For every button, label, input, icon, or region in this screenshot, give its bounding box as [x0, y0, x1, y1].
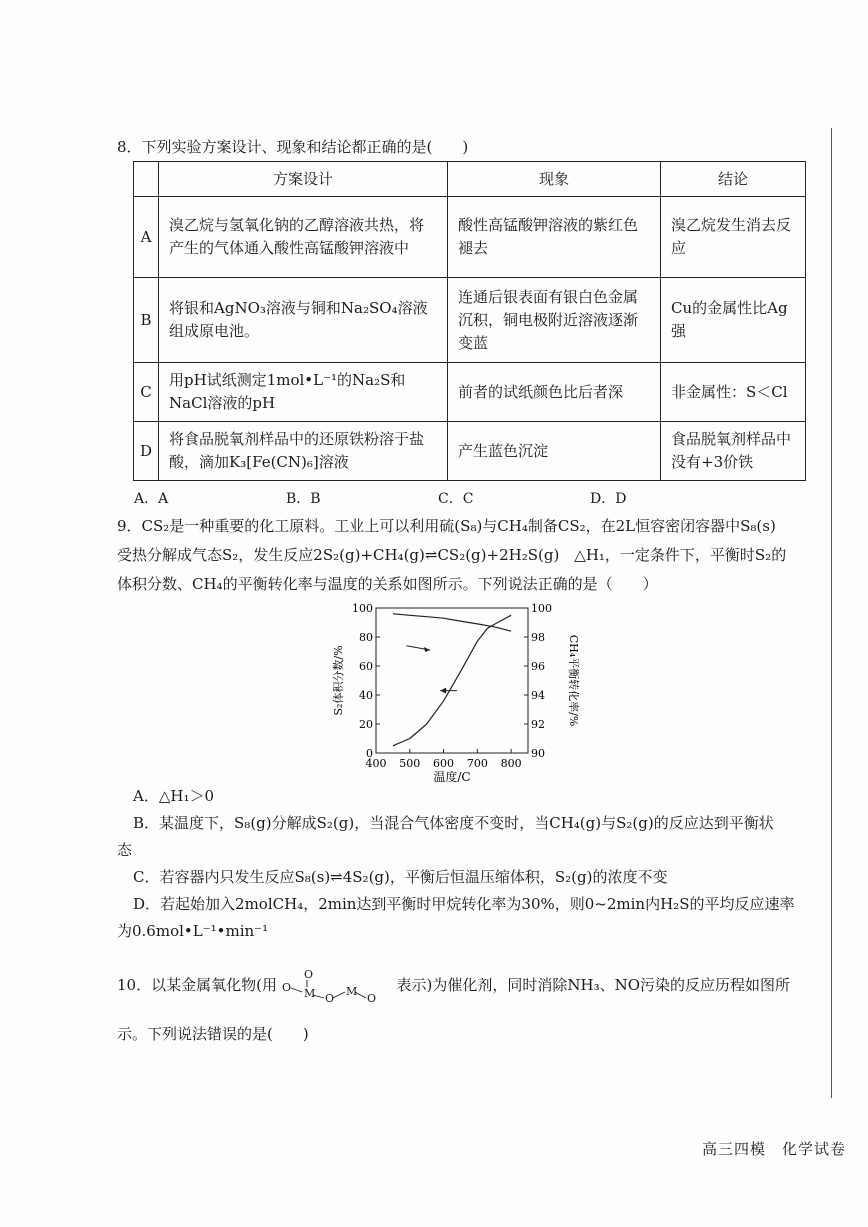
q9-stem-line3: 体积分数、CH₄的平衡转化率与温度的关系如图所示。下列说法正确的是（ ） — [117, 575, 658, 593]
x-tick-label: 800 — [500, 757, 522, 770]
q8-option-a[interactable]: A．A — [134, 491, 169, 507]
row-phenomenon: 产生蓝色沉淀 — [448, 422, 661, 481]
q10-line1 — [117, 969, 790, 1003]
atom-m1: M — [303, 987, 315, 1000]
x-tick-label: 500 — [399, 757, 421, 770]
chart-svg — [330, 598, 590, 790]
y-right-tick-label: 94 — [531, 689, 545, 702]
x-tick-label: 600 — [433, 757, 455, 770]
y-left-axis-label: S₂体积分数/% — [332, 645, 345, 716]
atom-o2: O — [324, 992, 334, 1003]
y-left-tick-label: 100 — [352, 602, 373, 615]
x-tick-label: 400 — [365, 757, 387, 770]
atom-o-top: O — [303, 969, 313, 981]
q9-stem — [117, 512, 827, 599]
q10-line2: 示。下列说法错误的是( ) — [117, 1025, 309, 1043]
page-edge-line — [831, 128, 832, 1098]
y-left-tick-label: 80 — [359, 631, 373, 644]
row-conclusion: 溴乙烷发生消去反应 — [661, 197, 806, 278]
q9-option-b-cont: 态 — [117, 841, 133, 859]
y-right-tick-label: 90 — [531, 747, 545, 760]
atom-o3: O — [366, 992, 376, 1003]
q9-option-d-cont: 为0.6mol•L⁻¹•min⁻¹ — [117, 922, 269, 940]
table-row — [134, 363, 806, 422]
q10-suffix: 表示)为催化剂，同时消除NH₃、NO污染的反应历程如图所 — [396, 976, 791, 994]
header-conclusion: 结论 — [661, 162, 806, 197]
atom-m2: M — [345, 985, 357, 998]
y-right-tick-label: 100 — [531, 602, 552, 615]
y-right-tick-label: 96 — [531, 660, 545, 673]
series-line-2 — [393, 614, 511, 631]
row-design: 将食品脱氧剂样品中的还原铁粉溶于盐酸，滴加K₃[Fe(CN)₆]溶液 — [159, 422, 448, 481]
row-design: 将银和AgNO₃溶液与铜和Na₂SO₄溶液组成原电池。 — [159, 278, 448, 363]
atom-o1: O — [281, 981, 291, 994]
table-row — [134, 278, 806, 363]
table-row — [134, 422, 806, 481]
row-conclusion: 食品脱氧剂样品中没有+3价铁 — [661, 422, 806, 481]
table-header-row — [134, 162, 806, 197]
row-phenomenon: 酸性高锰酸钾溶液的紫红色褪去 — [448, 197, 661, 278]
page-footer: 高三四模 化学试卷 — [702, 1140, 847, 1158]
row-label: C — [134, 363, 159, 422]
row-label: A — [134, 197, 159, 278]
row-conclusion: 非金属性：S＜Cl — [661, 363, 806, 422]
y-right-tick-label: 98 — [531, 631, 545, 644]
q9-option-a[interactable]: A．△H₁＞0 — [133, 787, 215, 805]
y-left-tick-label: 0 — [366, 747, 373, 760]
q9-option-b[interactable]: B．某温度下，S₈(g)分解成S₂(g)，当混合气体密度不变时，当CH₄(g)与S₂(g)的反应达到平衡状 — [133, 814, 774, 832]
q8-option-c[interactable]: C．C — [438, 491, 474, 507]
q10-prefix: 10．以某金属氧化物(用 — [117, 976, 277, 994]
row-label: B — [134, 278, 159, 363]
q8-options — [134, 488, 742, 508]
table-row — [134, 197, 806, 278]
q9-chart — [330, 598, 590, 794]
q9-option-c[interactable]: C．若容器内只发生反应S₈(s)⇌4S₂(g)，平衡后恒温压缩体积，S₂(g)的浓度不变 — [133, 868, 668, 886]
y-right-tick-label: 92 — [531, 718, 545, 731]
row-design: 用pH试纸测定1mol•L⁻¹的Na₂S和NaCl溶液的pH — [159, 363, 448, 422]
q9-stem-line2: 受热分解成气态S₂，发生反应2S₂(g)+CH₄(g)⇌CS₂(g)+2H₂S(g) △H₁，一定条件下，平衡时S₂的 — [117, 546, 787, 564]
y-right-axis-label: CH₄平衡转化率/% — [567, 634, 580, 727]
y-left-tick-label: 60 — [359, 660, 373, 673]
row-label: D — [134, 422, 159, 481]
y-left-tick-label: 20 — [359, 718, 373, 731]
q9-stem-line1: 9．CS₂是一种重要的化工原料。工业上可以利用硫(S₈)与CH₄制备CS₂，在2L恒容密闭容器中S₈(s) — [117, 517, 776, 535]
q8-table — [133, 161, 806, 481]
row-design: 溴乙烷与氢氧化钠的乙醇溶液共热，将产生的气体通入酸性高锰酸钾溶液中 — [159, 197, 448, 278]
row-conclusion: Cu的金属性比Ag强 — [661, 278, 806, 363]
arrow-left-head — [440, 688, 446, 694]
series-line-1 — [393, 615, 511, 746]
y-left-tick-label: 40 — [359, 689, 373, 702]
q9-option-d[interactable]: D．若起始加入2molCH₄，2min达到平衡时甲烷转化率为30%，则0~2min内H₂S的平均反应速率 — [133, 895, 795, 913]
header-design: 方案设计 — [159, 162, 448, 197]
q8-option-b[interactable]: B．B — [286, 491, 321, 507]
q8-option-d[interactable]: D．D — [590, 491, 627, 507]
row-phenomenon: 前者的试纸颜色比后者深 — [448, 363, 661, 422]
q9-options — [117, 783, 829, 945]
row-phenomenon: 连通后银表面有银白色金属沉积，铜电极附近溶液逐渐变蓝 — [448, 278, 661, 363]
x-tick-label: 700 — [466, 757, 488, 770]
header-empty — [134, 162, 159, 197]
header-phenomenon: 现象 — [448, 162, 661, 197]
x-axis-label: 温度/C — [433, 770, 471, 784]
q8-stem: 8．下列实验方案设计、现象和结论都正确的是( ) — [117, 138, 469, 156]
catalyst-structure-icon — [282, 969, 392, 1003]
